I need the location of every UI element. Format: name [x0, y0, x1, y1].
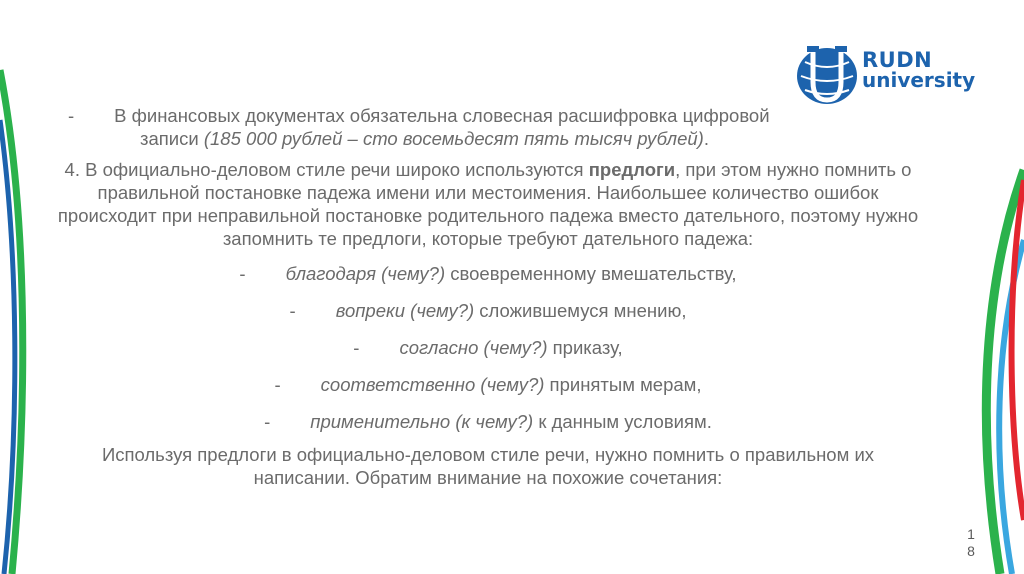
bullet-text: принятым мерам, — [544, 374, 702, 395]
p2-bold: предлоги — [588, 159, 676, 180]
bullet-italic: благодаря (чему?) — [285, 263, 446, 284]
bullet-text: сложившемуся мнению, — [474, 300, 687, 321]
list-item — [48, 410, 928, 433]
bullet-italic: согласно (чему?) — [399, 337, 548, 358]
paragraph-line2 — [68, 127, 928, 150]
dash: - — [289, 300, 296, 321]
paragraph-conclusion: Используя предлоги в официально-деловом стиле речи, нужно помнить о правильном их написании. Обратим внимание на похожие сочетания: — [101, 444, 875, 488]
paragraph-prepositions — [48, 158, 928, 250]
bullet-text: своевременному вмешательству, — [445, 263, 737, 284]
p2-pre: 4. В официально-деловом стиле речи широко используются — [64, 159, 589, 180]
line2-prefix: записи — [140, 128, 204, 149]
paragraph-financial-docs — [48, 104, 928, 150]
list-item — [48, 373, 928, 396]
logo-sub: university — [862, 68, 976, 92]
dash: - — [239, 263, 246, 284]
bullet-italic: вопреки (чему?) — [335, 300, 475, 321]
dash: - — [68, 105, 75, 126]
logo-brand: RUDN — [862, 48, 933, 72]
paragraph-line1: В финансовых документах обязательна словесная расшифровка цифровой — [114, 105, 770, 126]
logo-text — [862, 50, 975, 90]
bullet-italic: применительно (к чему?) — [310, 411, 534, 432]
slide-content — [48, 104, 928, 497]
line2-suffix: . — [703, 128, 709, 149]
page-number — [964, 526, 978, 560]
page-number-line2: 8 — [967, 543, 975, 559]
list-item — [48, 299, 928, 322]
line2-italic: (185 000 рублей – сто восемьдесят пять тысяч рублей) — [203, 128, 704, 149]
bullet-text: к данным условиям. — [533, 411, 712, 432]
list-item — [48, 336, 928, 359]
p2-post: , при этом нужно помнить о правильной постановке падежа имени или местоимения. Наибольшее количество ошибок происходит при неправильной постановке родительного падежа вместо дательного, поэтому нужно запомнить те предлоги, которые требуют дательного падежа: — [57, 159, 919, 249]
dash: - — [353, 337, 360, 358]
list-item — [48, 262, 928, 285]
dash: - — [264, 411, 271, 432]
bullet-italic: соответственно (чему?) — [320, 374, 545, 395]
bullet-text: приказу, — [547, 337, 623, 358]
page-number-line1: 1 — [967, 526, 975, 542]
dash: - — [274, 374, 281, 395]
